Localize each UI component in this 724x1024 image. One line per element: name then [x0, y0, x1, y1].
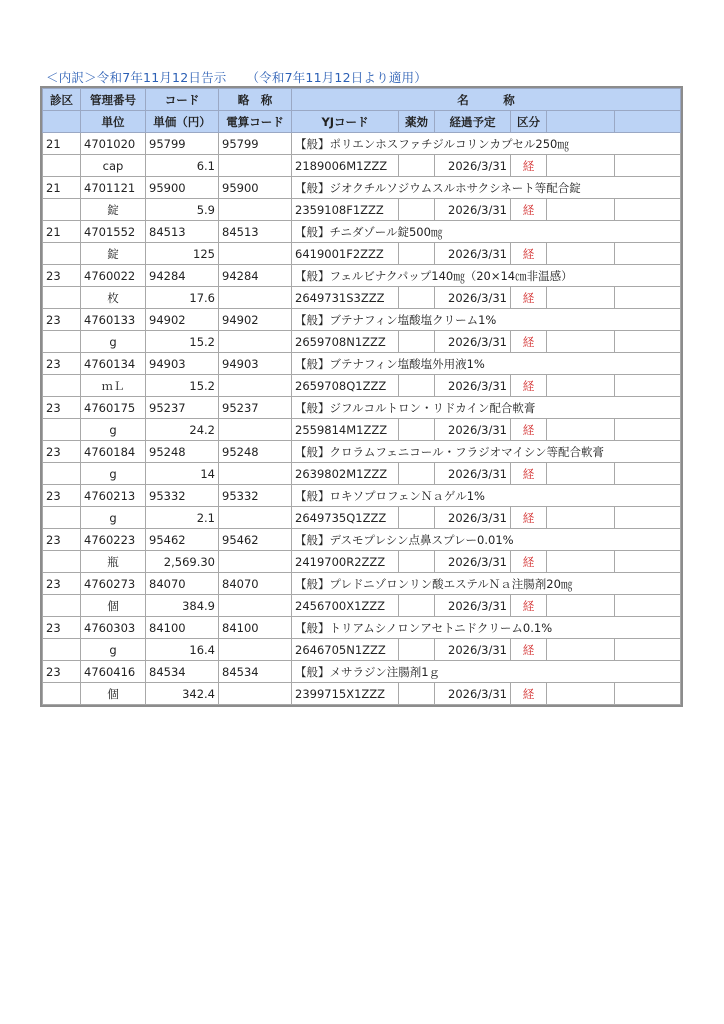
- shinku-cell: 23: [43, 309, 81, 331]
- unit-cell: g: [81, 463, 146, 485]
- blank-cell: [43, 683, 81, 705]
- code-cell: 84070: [146, 573, 219, 595]
- yakkou-cell: [399, 243, 435, 265]
- abbrev-cell: 84513: [219, 221, 292, 243]
- abbrev-cell: 94902: [219, 309, 292, 331]
- shinku-cell: 23: [43, 617, 81, 639]
- keika-date-cell: 2026/3/31: [435, 199, 511, 221]
- price-cell: 15.2: [146, 331, 219, 353]
- yj-code-cell: 2399715X1ZZZ: [292, 683, 399, 705]
- abbrev-cell: 84534: [219, 661, 292, 683]
- item-row-main: [43, 529, 681, 551]
- kubun-cell: 経: [511, 199, 547, 221]
- price-cell: 2.1: [146, 507, 219, 529]
- blank-cell: [547, 595, 615, 617]
- code-cell: 95237: [146, 397, 219, 419]
- yj-code-cell: 2659708Q1ZZZ: [292, 375, 399, 397]
- item-row-main: [43, 573, 681, 595]
- yakkou-cell: [399, 287, 435, 309]
- yakkou-cell: [399, 551, 435, 573]
- unit-cell: 枚: [81, 287, 146, 309]
- kanri-number-cell: 4760416: [81, 661, 146, 683]
- unit-cell: 瓶: [81, 551, 146, 573]
- shinku-cell: 21: [43, 177, 81, 199]
- yakkou-cell: [399, 375, 435, 397]
- kubun-cell: 経: [511, 639, 547, 661]
- header-ryaku: 略 称: [219, 89, 292, 111]
- unit-cell: ｍＬ: [81, 375, 146, 397]
- header-code: コード: [146, 89, 219, 111]
- kubun-cell: 経: [511, 287, 547, 309]
- keika-date-cell: 2026/3/31: [435, 419, 511, 441]
- item-row-detail: [43, 507, 681, 529]
- yj-code-cell: 2189006M1ZZZ: [292, 155, 399, 177]
- code-cell: 84100: [146, 617, 219, 639]
- kubun-cell: 経: [511, 155, 547, 177]
- blank-cell: [43, 639, 81, 661]
- abbrev-cell: 95237: [219, 397, 292, 419]
- abbrev-cell: 94284: [219, 265, 292, 287]
- kubun-cell: 経: [511, 683, 547, 705]
- densan-code-cell: [219, 287, 292, 309]
- kanri-number-cell: 4760133: [81, 309, 146, 331]
- header-shinku: 診区: [43, 89, 81, 111]
- blank-cell: [43, 507, 81, 529]
- header-kubun: 区分: [511, 111, 547, 133]
- header-tani: 単位: [81, 111, 146, 133]
- kanri-number-cell: 4701552: [81, 221, 146, 243]
- unit-cell: g: [81, 639, 146, 661]
- price-cell: 6.1: [146, 155, 219, 177]
- abbrev-cell: 95462: [219, 529, 292, 551]
- header-keika: 経過予定: [435, 111, 511, 133]
- kubun-cell: 経: [511, 243, 547, 265]
- code-cell: 84534: [146, 661, 219, 683]
- abbrev-cell: 95900: [219, 177, 292, 199]
- densan-code-cell: [219, 551, 292, 573]
- yj-code-cell: 2649731S3ZZZ: [292, 287, 399, 309]
- kubun-cell: 経: [511, 595, 547, 617]
- drug-name-cell: 【般】メサラジン注腸剤1ｇ: [292, 661, 681, 683]
- yakkou-cell: [399, 507, 435, 529]
- yakkou-cell: [399, 419, 435, 441]
- yj-code-cell: 2646705N1ZZZ: [292, 639, 399, 661]
- kanri-number-cell: 4760273: [81, 573, 146, 595]
- yakkou-cell: [399, 155, 435, 177]
- keika-date-cell: 2026/3/31: [435, 331, 511, 353]
- blank-cell: [547, 507, 615, 529]
- blank-cell: [615, 551, 681, 573]
- densan-code-cell: [219, 463, 292, 485]
- abbrev-cell: 95248: [219, 441, 292, 463]
- blank-cell: [43, 419, 81, 441]
- yj-code-cell: 2559814M1ZZZ: [292, 419, 399, 441]
- blank-cell: [43, 463, 81, 485]
- code-cell: 95900: [146, 177, 219, 199]
- unit-cell: 個: [81, 595, 146, 617]
- price-cell: 14: [146, 463, 219, 485]
- yj-code-cell: 2659708N1ZZZ: [292, 331, 399, 353]
- densan-code-cell: [219, 243, 292, 265]
- unit-cell: g: [81, 419, 146, 441]
- drug-name-cell: 【般】トリアムシノロンアセトニドクリーム0.1%: [292, 617, 681, 639]
- blank-cell: [615, 463, 681, 485]
- blank-cell: [43, 595, 81, 617]
- blank-cell: [547, 639, 615, 661]
- item-row-detail: [43, 419, 681, 441]
- code-cell: 95248: [146, 441, 219, 463]
- kanri-number-cell: 4760022: [81, 265, 146, 287]
- yakkou-cell: [399, 199, 435, 221]
- blank-cell: [43, 551, 81, 573]
- kanri-number-cell: 4760213: [81, 485, 146, 507]
- blank-cell: [615, 199, 681, 221]
- keika-date-cell: 2026/3/31: [435, 683, 511, 705]
- code-cell: 84513: [146, 221, 219, 243]
- densan-code-cell: [219, 155, 292, 177]
- drug-name-cell: 【般】ブテナフィン塩酸塩外用液1%: [292, 353, 681, 375]
- header-meisho: 名 称: [292, 89, 681, 111]
- blank-cell: [43, 375, 81, 397]
- header-kanri: 管理番号: [81, 89, 146, 111]
- price-cell: 5.9: [146, 199, 219, 221]
- price-cell: 17.6: [146, 287, 219, 309]
- shinku-cell: 23: [43, 485, 81, 507]
- kubun-cell: 経: [511, 331, 547, 353]
- shinku-cell: 23: [43, 529, 81, 551]
- kanri-number-cell: 4760223: [81, 529, 146, 551]
- price-cell: 16.4: [146, 639, 219, 661]
- abbrev-cell: 84100: [219, 617, 292, 639]
- effective-date: （令和7年11月12日より適用）: [246, 70, 427, 85]
- kanri-number-cell: 4701121: [81, 177, 146, 199]
- shinku-cell: 23: [43, 397, 81, 419]
- kanri-number-cell: 4760303: [81, 617, 146, 639]
- item-row-main: [43, 661, 681, 683]
- blank-cell: [43, 331, 81, 353]
- drug-name-cell: 【般】ジオクチルソジウムスルホサクシネート等配合錠: [292, 177, 681, 199]
- code-cell: 94903: [146, 353, 219, 375]
- item-row-detail: [43, 595, 681, 617]
- item-row-detail: [43, 331, 681, 353]
- densan-code-cell: [219, 683, 292, 705]
- densan-code-cell: [219, 199, 292, 221]
- densan-code-cell: [219, 419, 292, 441]
- drug-name-cell: 【般】プレドニゾロンリン酸エステルＮａ注腸剤20㎎: [292, 573, 681, 595]
- header-densan: 電算コード: [219, 111, 292, 133]
- shinku-cell: 23: [43, 353, 81, 375]
- keika-date-cell: 2026/3/31: [435, 507, 511, 529]
- yj-code-cell: 2649735Q1ZZZ: [292, 507, 399, 529]
- densan-code-cell: [219, 331, 292, 353]
- unit-cell: 個: [81, 683, 146, 705]
- abbrev-cell: 95332: [219, 485, 292, 507]
- item-row-detail: [43, 683, 681, 705]
- blank-cell: [547, 463, 615, 485]
- yj-code-cell: 6419001F2ZZZ: [292, 243, 399, 265]
- item-row-main: [43, 397, 681, 419]
- blank-cell: [615, 639, 681, 661]
- drug-name-cell: 【般】ブテナフィン塩酸塩クリーム1%: [292, 309, 681, 331]
- item-row-main: [43, 309, 681, 331]
- item-row-detail: [43, 639, 681, 661]
- shinku-cell: 23: [43, 441, 81, 463]
- code-cell: 95799: [146, 133, 219, 155]
- yakkou-cell: [399, 331, 435, 353]
- blank-cell: [615, 155, 681, 177]
- price-cell: 125: [146, 243, 219, 265]
- blank-cell: [547, 287, 615, 309]
- shinku-cell: 23: [43, 661, 81, 683]
- blank-cell: [547, 375, 615, 397]
- drug-name-cell: 【般】ジフルコルトロン・リドカイン配合軟膏: [292, 397, 681, 419]
- yj-code-cell: 2359108F1ZZZ: [292, 199, 399, 221]
- item-row-main: [43, 265, 681, 287]
- item-row-detail: [43, 287, 681, 309]
- yakkou-cell: [399, 463, 435, 485]
- blank-cell: [615, 375, 681, 397]
- unit-cell: cap: [81, 155, 146, 177]
- kubun-cell: 経: [511, 463, 547, 485]
- blank-cell: [615, 331, 681, 353]
- blank-cell: [547, 551, 615, 573]
- kubun-cell: 経: [511, 507, 547, 529]
- kanri-number-cell: 4760134: [81, 353, 146, 375]
- shinku-cell: 21: [43, 133, 81, 155]
- yakkou-cell: [399, 639, 435, 661]
- blank-cell: [43, 199, 81, 221]
- densan-code-cell: [219, 595, 292, 617]
- item-row-detail: [43, 243, 681, 265]
- notice-caption: [46, 68, 427, 86]
- blank-cell: [547, 155, 615, 177]
- drug-name-cell: 【般】フェルビナクパップ140㎎（20×14㎝非温感）: [292, 265, 681, 287]
- densan-code-cell: [219, 375, 292, 397]
- drug-name-cell: 【般】チニダゾール錠500㎎: [292, 221, 681, 243]
- blank-cell: [547, 683, 615, 705]
- header-empty: [547, 111, 615, 133]
- price-cell: 384.9: [146, 595, 219, 617]
- item-row-main: [43, 221, 681, 243]
- header-row-2: [43, 111, 681, 133]
- drug-name-cell: 【般】ロキソプロフェンＮａゲル1%: [292, 485, 681, 507]
- kanri-number-cell: 4701020: [81, 133, 146, 155]
- blank-cell: [43, 287, 81, 309]
- abbrev-cell: 94903: [219, 353, 292, 375]
- item-row-main: [43, 485, 681, 507]
- code-cell: 95462: [146, 529, 219, 551]
- drug-name-cell: 【般】ポリエンホスファチジルコリンカプセル250㎎: [292, 133, 681, 155]
- drug-name-cell: 【般】デスモプレシン点鼻スプレー0.01%: [292, 529, 681, 551]
- keika-date-cell: 2026/3/31: [435, 375, 511, 397]
- code-cell: 94284: [146, 265, 219, 287]
- keika-date-cell: 2026/3/31: [435, 155, 511, 177]
- notice-date: ＜内訳＞令和7年11月12日告示: [46, 70, 227, 85]
- kanri-number-cell: 4760184: [81, 441, 146, 463]
- kubun-cell: 経: [511, 375, 547, 397]
- blank-cell: [547, 419, 615, 441]
- shinku-cell: 23: [43, 573, 81, 595]
- blank-cell: [615, 419, 681, 441]
- code-cell: 95332: [146, 485, 219, 507]
- kanri-number-cell: 4760175: [81, 397, 146, 419]
- densan-code-cell: [219, 639, 292, 661]
- keika-date-cell: 2026/3/31: [435, 287, 511, 309]
- kubun-cell: 経: [511, 551, 547, 573]
- price-cell: 2,569.30: [146, 551, 219, 573]
- drug-price-table: [42, 88, 681, 705]
- keika-date-cell: 2026/3/31: [435, 243, 511, 265]
- header-empty: [615, 111, 681, 133]
- item-row-main: [43, 177, 681, 199]
- abbrev-cell: 95799: [219, 133, 292, 155]
- header-yj: YJコード: [292, 111, 399, 133]
- item-row-main: [43, 353, 681, 375]
- item-row-main: [43, 441, 681, 463]
- blank-cell: [615, 507, 681, 529]
- item-row-main: [43, 133, 681, 155]
- keika-date-cell: 2026/3/31: [435, 463, 511, 485]
- price-cell: 24.2: [146, 419, 219, 441]
- price-cell: 15.2: [146, 375, 219, 397]
- item-row-detail: [43, 463, 681, 485]
- yakkou-cell: [399, 683, 435, 705]
- blank-cell: [615, 595, 681, 617]
- item-row-detail: [43, 199, 681, 221]
- price-cell: 342.4: [146, 683, 219, 705]
- shinku-cell: 23: [43, 265, 81, 287]
- header-empty: [43, 111, 81, 133]
- drug-name-cell: 【般】クロラムフェニコール・フラジオマイシン等配合軟膏: [292, 441, 681, 463]
- code-cell: 94902: [146, 309, 219, 331]
- blank-cell: [43, 155, 81, 177]
- blank-cell: [615, 243, 681, 265]
- blank-cell: [43, 243, 81, 265]
- unit-cell: 錠: [81, 243, 146, 265]
- item-row-detail: [43, 155, 681, 177]
- keika-date-cell: 2026/3/31: [435, 595, 511, 617]
- keika-date-cell: 2026/3/31: [435, 639, 511, 661]
- item-row-detail: [43, 551, 681, 573]
- yj-code-cell: 2419700R2ZZZ: [292, 551, 399, 573]
- abbrev-cell: 84070: [219, 573, 292, 595]
- blank-cell: [547, 331, 615, 353]
- unit-cell: 錠: [81, 199, 146, 221]
- header-yakkou: 薬効: [399, 111, 435, 133]
- blank-cell: [547, 199, 615, 221]
- unit-cell: g: [81, 331, 146, 353]
- yakkou-cell: [399, 595, 435, 617]
- item-row-detail: [43, 375, 681, 397]
- densan-code-cell: [219, 507, 292, 529]
- keika-date-cell: 2026/3/31: [435, 551, 511, 573]
- item-row-main: [43, 617, 681, 639]
- blank-cell: [547, 243, 615, 265]
- yj-code-cell: 2639802M1ZZZ: [292, 463, 399, 485]
- unit-cell: g: [81, 507, 146, 529]
- header-row-1: [43, 89, 681, 111]
- blank-cell: [615, 287, 681, 309]
- blank-cell: [615, 683, 681, 705]
- header-tanka: 単価（円）: [146, 111, 219, 133]
- kubun-cell: 経: [511, 419, 547, 441]
- yj-code-cell: 2456700X1ZZZ: [292, 595, 399, 617]
- shinku-cell: 21: [43, 221, 81, 243]
